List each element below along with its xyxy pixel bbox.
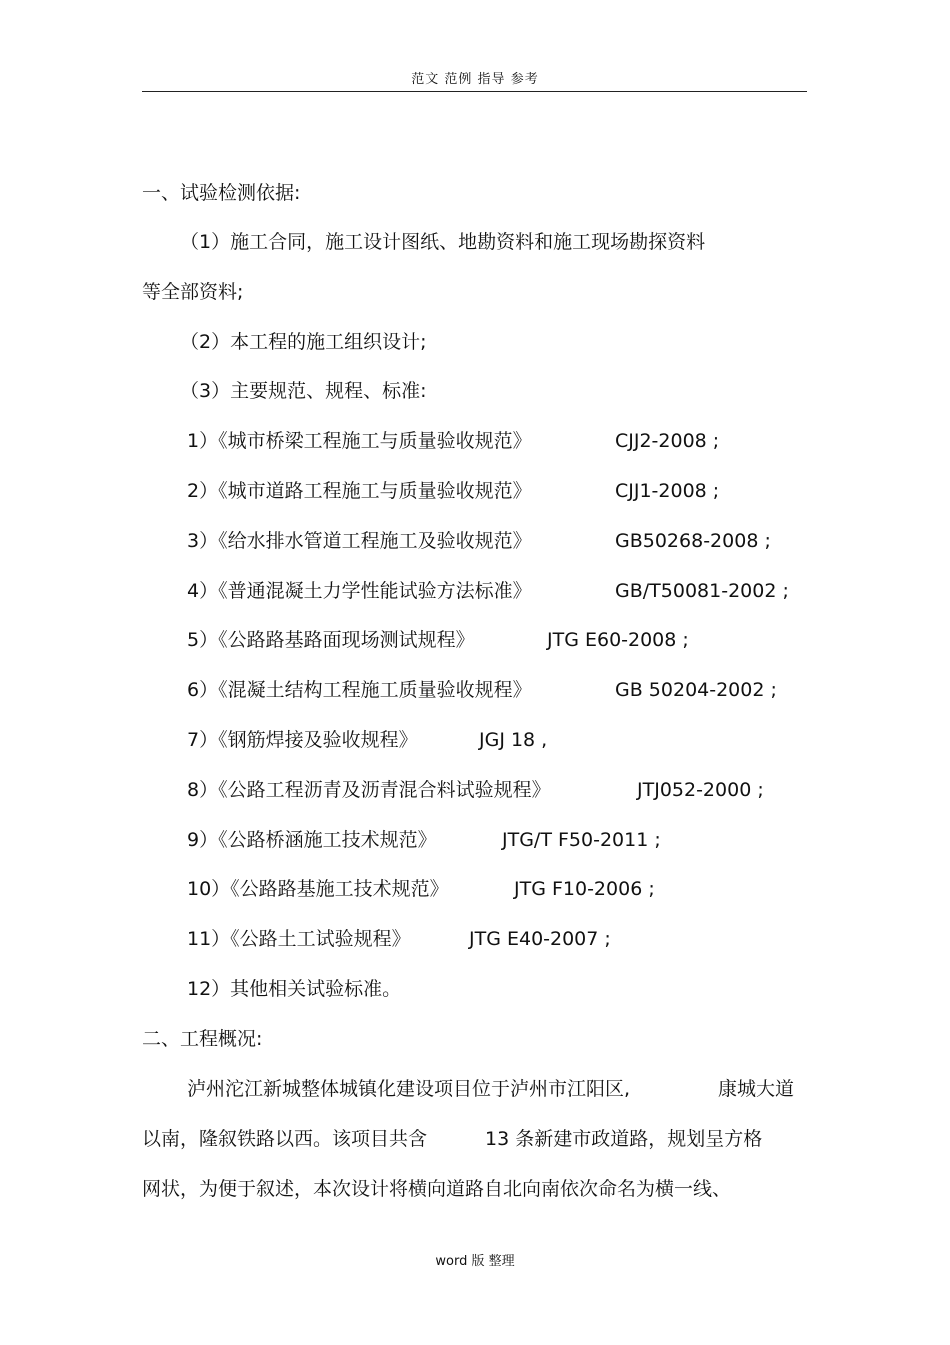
reference-title: 10）《公路路基施工技术规范》 — [187, 878, 449, 900]
reference-title: 1）《城市桥梁工程施工与质量验收规范》 — [187, 430, 532, 452]
header-divider — [142, 91, 807, 92]
item1-line1: （1）施工合同，施工设计图纸、地勘资料和施工现场勘探资料 — [180, 231, 706, 253]
overview-line1b: 康城大道 — [718, 1078, 795, 1100]
reference-code: JTG/T F50-2011 ; — [502, 829, 661, 851]
reference-title: 6）《混凝土结构工程施工质量验收规程》 — [187, 679, 532, 701]
reference-title: 3）《给水排水管道工程施工及验收规范》 — [187, 530, 532, 552]
reference-title: 7）《钢筋焊接及验收规程》 — [187, 729, 418, 751]
page-header: 范文 范例 指导 参考 — [411, 72, 539, 87]
item12: 12）其他相关试验标准。 — [187, 978, 402, 1000]
reference-title: 9）《公路桥涵施工技术规范》 — [187, 829, 437, 851]
overview-line2b: 13 条新建市政道路，规划呈方格 — [485, 1128, 763, 1150]
reference-code: JTG F10-2006 ; — [514, 878, 655, 900]
reference-code: GB 50204-2002 ; — [615, 679, 777, 701]
reference-code: CJJ2-2008 ; — [615, 430, 720, 452]
reference-code: JTG E40-2007 ; — [469, 928, 611, 950]
overview-line2a: 以南，隆叙铁路以西。该项目共含 — [142, 1128, 428, 1150]
reference-title: 2）《城市道路工程施工与质量验收规范》 — [187, 480, 532, 502]
section2-heading: 二、工程概况: — [142, 1028, 263, 1050]
reference-code: JGJ 18 , — [479, 729, 548, 751]
item3: （3）主要规范、规程、标准: — [180, 380, 427, 402]
reference-title: 5）《公路路基路面现场测试规程》 — [187, 629, 475, 651]
reference-code: GB50268-2008 ; — [615, 530, 771, 552]
reference-code: JTG E60-2008 ; — [547, 629, 689, 651]
reference-title: 8）《公路工程沥青及沥青混合料试验规程》 — [187, 779, 551, 801]
overview-line3: 网状，为便于叙述，本次设计将横向道路自北向南依次命名为横一线、 — [142, 1178, 732, 1200]
page-footer: word 版 整理 — [435, 1254, 515, 1269]
reference-code: CJJ1-2008 ; — [615, 480, 720, 502]
item2: （2）本工程的施工组织设计; — [180, 331, 427, 353]
reference-code: JTJ052-2000 ; — [637, 779, 764, 801]
item1-line2: 等全部资料; — [142, 281, 244, 303]
reference-title: 4）《普通混凝土力学性能试验方法标准》 — [187, 580, 532, 602]
overview-line1a: 泸州沱江新城整体城镇化建设项目位于泸州市江阳区, — [187, 1078, 631, 1100]
reference-title: 11）《公路土工试验规程》 — [187, 928, 411, 950]
reference-code: GB/T50081-2002 ; — [615, 580, 789, 602]
section1-heading: 一、试验检测依据: — [142, 182, 301, 204]
